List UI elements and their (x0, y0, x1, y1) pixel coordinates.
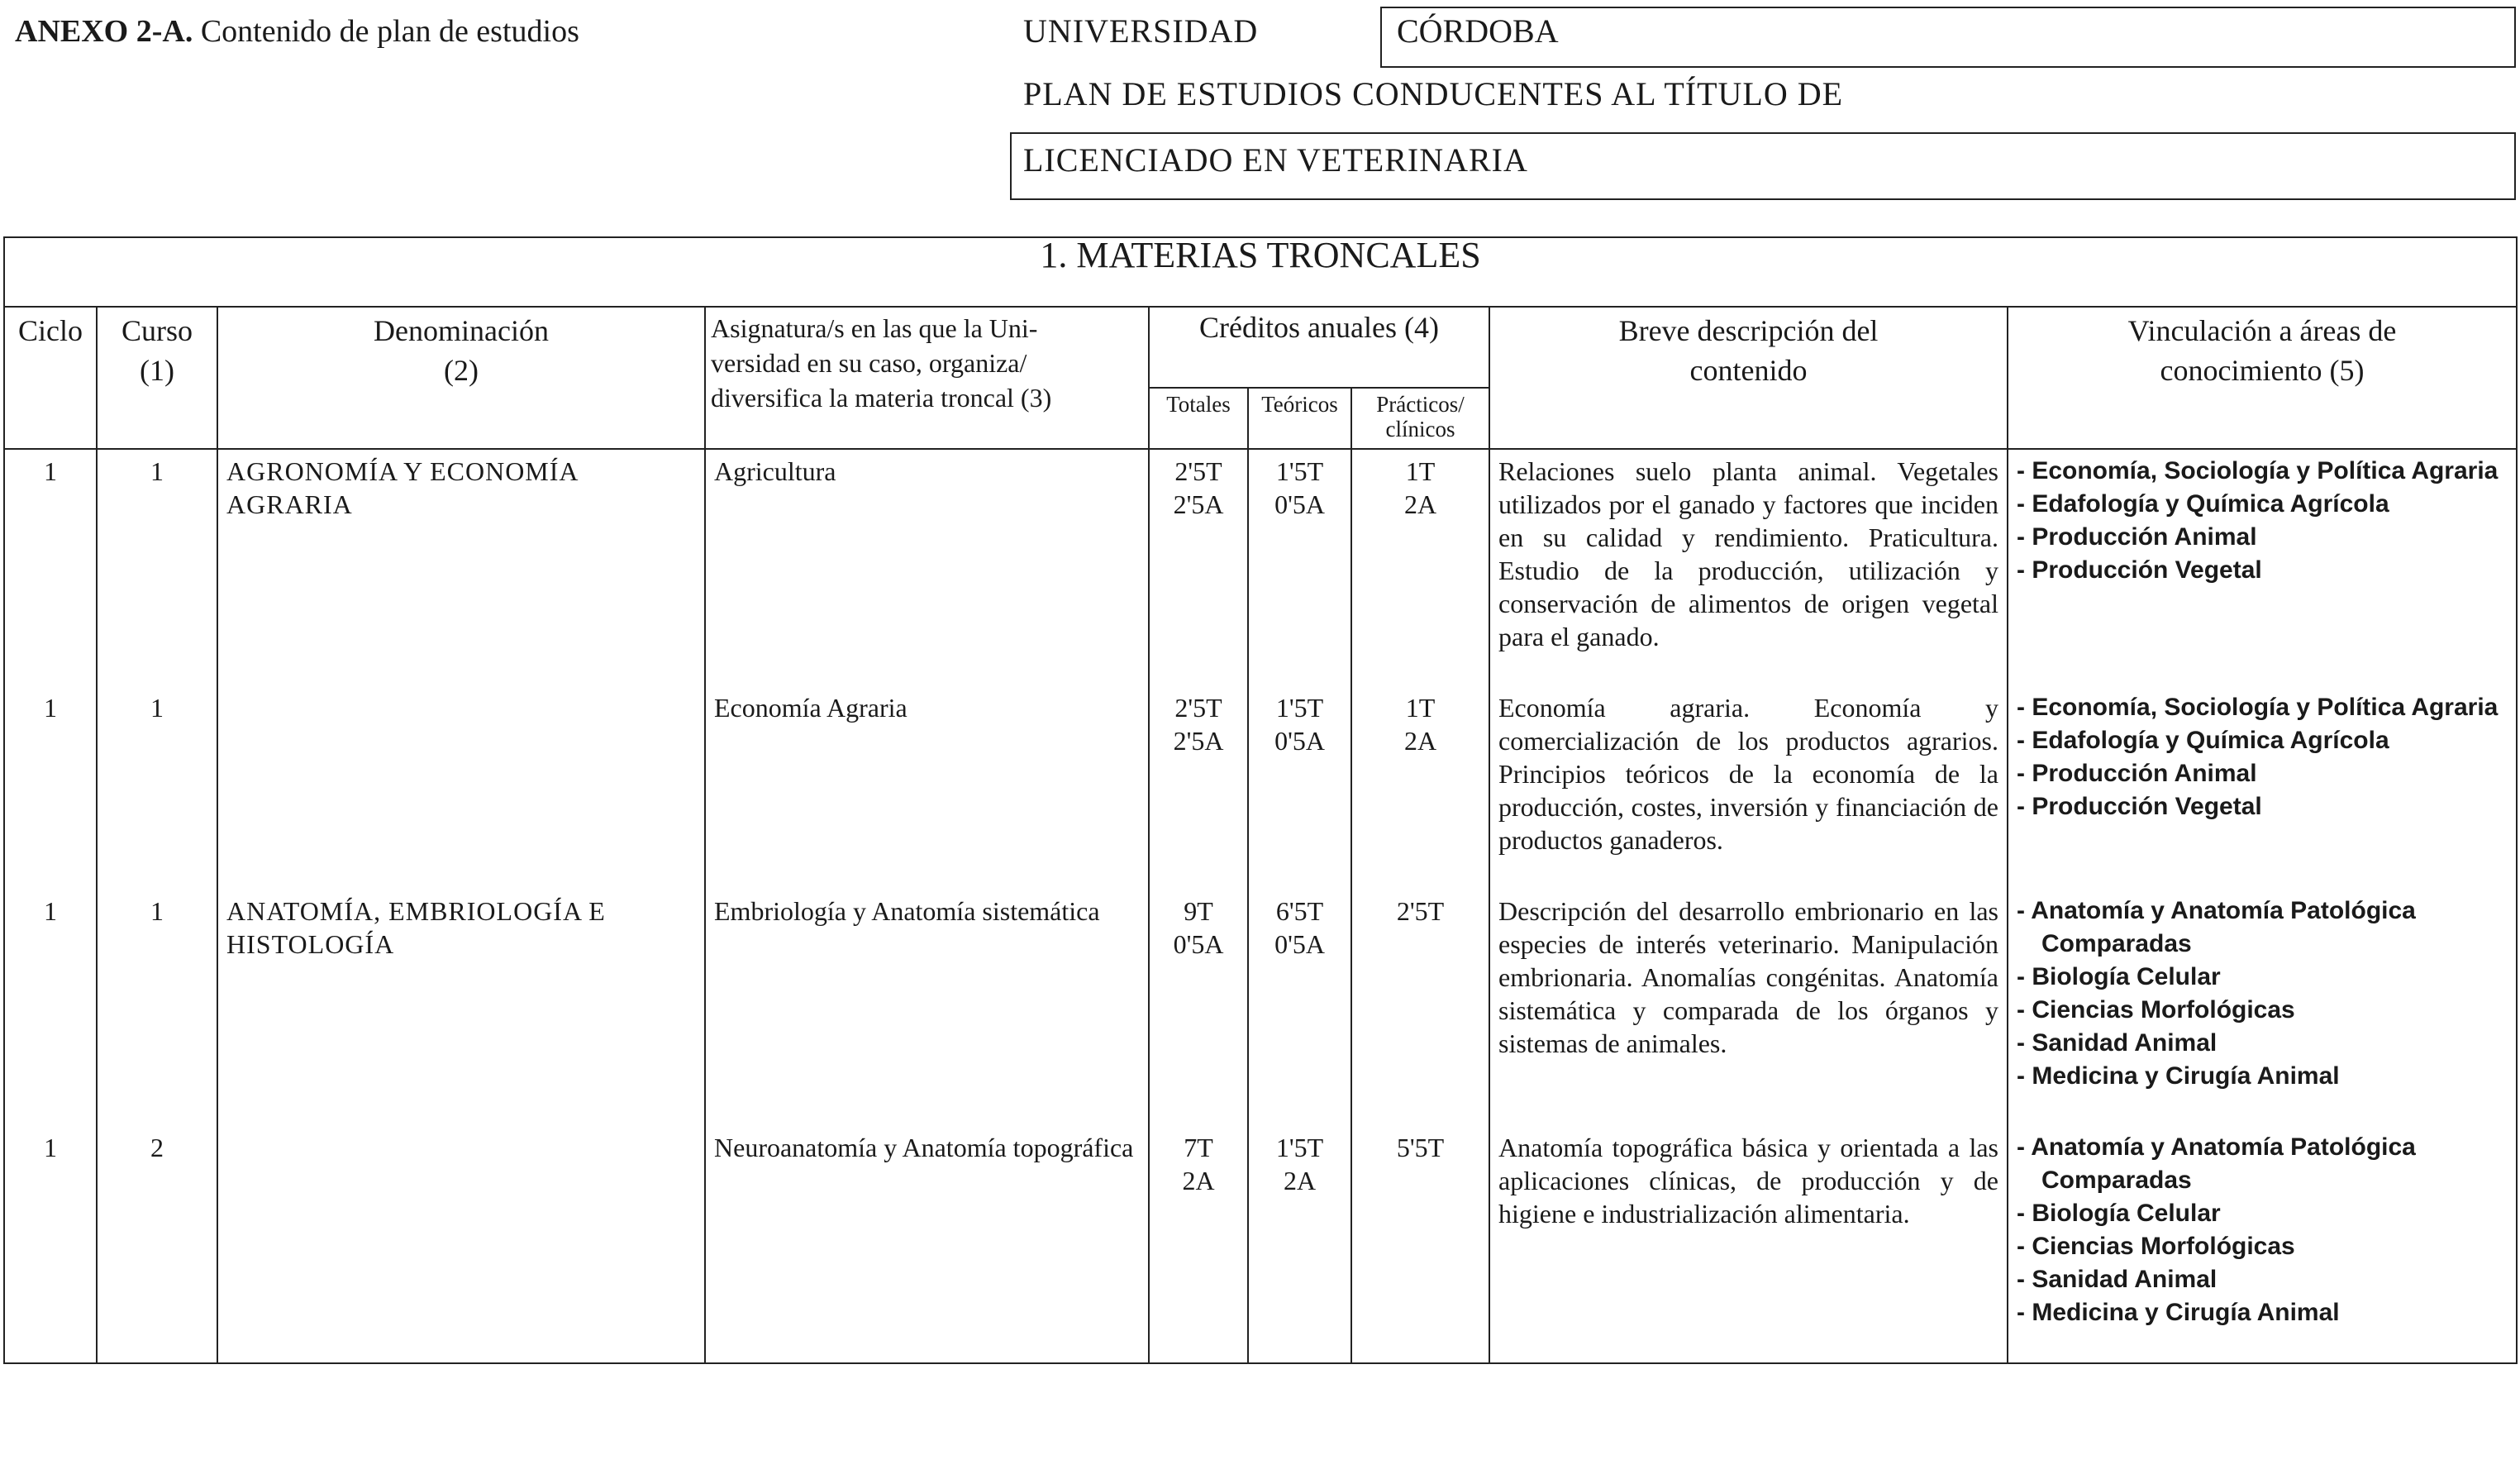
credit-value: 2A (1403, 726, 1437, 756)
cell-areas (2008, 686, 2517, 890)
col-curso: Curso (1) (97, 307, 217, 449)
cell-teoricos (1248, 890, 1351, 1126)
credit-value: 2A (1283, 1166, 1317, 1195)
table-row (4, 449, 2517, 686)
cell-descripcion: Relaciones suelo planta animal. Vegetales utilizados por el ganado y factores que inciden en su calidad y rendimiento. Praticultura. Estudio de la producción, utilización y conservación de alimentos de origen vegetal para el ganado. (1489, 449, 2008, 686)
cell-asignatura: Neuroanatomía y Anatomía topográfica (705, 1126, 1149, 1363)
plan-title-line: PLAN DE ESTUDIOS CONDUCENTES AL TÍTULO DE (1023, 75, 1844, 112)
area-item: - Medicina y Cirugía Animal (2017, 1062, 2340, 1090)
cell-curso: 1 (97, 890, 217, 1126)
credit-value: 1T (1405, 456, 1436, 486)
cell-ciclo: 1 (4, 890, 97, 1126)
col-ciclo: Ciclo (4, 307, 97, 449)
annex-description: Contenido de plan de estudios (200, 14, 579, 49)
col-descripcion: Breve descripción del contenido (1489, 307, 2008, 449)
credit-value: 1'5T (1275, 693, 1324, 723)
cell-teoricos (1248, 449, 1351, 686)
cell-asignatura: Embriología y Anatomía sistemática (705, 890, 1149, 1126)
university-field: CÓRDOBA (1380, 7, 2516, 68)
cell-teoricos (1248, 686, 1351, 890)
degree-title-field: LICENCIADO EN VETERINARIA (1010, 132, 2516, 200)
area-item: - Medicina y Cirugía Animal (2017, 1299, 2340, 1326)
credit-value: 0'5A (1173, 929, 1224, 959)
area-item: - Ciencias Morfológicas (2017, 996, 2295, 1023)
col-asignatura: Asignatura/s en las que la Uni- versidad en su caso, organiza/ diversifica la materia troncal (3) (705, 307, 1149, 449)
cell-curso: 1 (97, 686, 217, 890)
col-denominacion: Denominación (2) (217, 307, 705, 449)
table-row (4, 890, 2517, 1126)
cell-curso: 1 (97, 449, 217, 686)
credit-value: 1'5T (1275, 1133, 1324, 1162)
cell-asignatura: Economía Agraria (705, 686, 1149, 890)
credit-value: 0'5A (1274, 929, 1325, 959)
table-row (4, 686, 2517, 890)
credit-value: 0'5A (1274, 726, 1325, 756)
table-row (4, 1126, 2517, 1363)
credit-value: 5'5T (1396, 1133, 1445, 1162)
area-item: - Biología Celular (2017, 1200, 2221, 1227)
cell-practicos (1351, 1126, 1489, 1363)
col-creditos: Créditos anuales (4) (1149, 307, 1489, 388)
cell-ciclo: 1 (4, 686, 97, 890)
cell-practicos (1351, 890, 1489, 1126)
cell-ciclo: 1 (4, 1126, 97, 1363)
cell-denominacion: AGRONOMÍA Y ECONOMÍA AGRARIA (217, 449, 705, 686)
area-item: - Ciencias Morfológicas (2017, 1233, 2295, 1260)
curriculum-table (3, 236, 2518, 1364)
area-item: - Edafología y Química Agrícola (2017, 490, 2389, 518)
cell-totales (1149, 449, 1248, 686)
credit-value: 1'5T (1275, 456, 1324, 486)
cell-denominacion (217, 1126, 705, 1363)
credit-value: 2'5A (1173, 489, 1224, 519)
area-item: - Anatomía y Anatomía Patológica Comparadas (2017, 1133, 2416, 1194)
credit-value: 6'5T (1275, 896, 1324, 926)
cell-descripcion: Economía agraria. Economía y comercialización de los productos agrarios. Principios teóricos de la economía de la producción, costes, inversión y financiación de productos ganaderos. (1489, 686, 2008, 890)
cell-areas (2008, 1126, 2517, 1363)
cell-teoricos (1248, 1126, 1351, 1363)
cell-denominacion: ANATOMÍA, EMBRIOLOGÍA E HISTOLOGÍA (217, 890, 705, 1126)
cell-totales (1149, 686, 1248, 890)
cell-areas (2008, 890, 2517, 1126)
cell-totales (1149, 890, 1248, 1126)
cell-denominacion (217, 686, 705, 890)
credit-value: 0'5A (1274, 489, 1325, 519)
section-title: 1. MATERIAS TRONCALES (4, 237, 2517, 307)
cell-totales (1149, 1126, 1248, 1363)
area-item: - Producción Animal (2017, 760, 2257, 787)
cell-descripcion: Anatomía topográfica básica y orientada a las aplicaciones clínicas, de producción y de higiene e industrialización alimentaria. (1489, 1126, 2008, 1363)
credit-value: 7T (1184, 1133, 1213, 1162)
annex-heading (15, 13, 579, 50)
credit-value: 2A (1403, 489, 1437, 519)
credit-value: 2'5T (1174, 456, 1222, 486)
university-label: UNIVERSIDAD (1023, 12, 1259, 50)
cell-curso: 2 (97, 1126, 217, 1363)
cell-practicos (1351, 686, 1489, 890)
credit-value: 2'5T (1174, 693, 1222, 723)
cell-practicos (1351, 449, 1489, 686)
area-item: - Producción Vegetal (2017, 556, 2262, 584)
area-item: - Economía, Sociología y Política Agraria (2017, 694, 2499, 721)
col-totales: Totales (1149, 388, 1248, 449)
area-item: - Edafología y Química Agrícola (2017, 727, 2389, 754)
credit-value: 2'5A (1173, 726, 1224, 756)
area-item: - Anatomía y Anatomía Patológica Comparadas (2017, 897, 2416, 957)
cell-descripcion: Descripción del desarrollo embrionario en las especies de interés veterinario. Manipulación embrionaria. Anomalías congénitas. Anatomía sistemática y comparada de los órganos y sistemas de animales. (1489, 890, 2008, 1126)
credit-value: 2A (1182, 1166, 1215, 1195)
area-item: - Economía, Sociología y Política Agraria (2017, 457, 2499, 484)
cell-ciclo: 1 (4, 449, 97, 686)
col-teoricos: Teóricos (1248, 388, 1351, 449)
annex-label: ANEXO 2-A. (15, 14, 193, 49)
area-item: - Sanidad Animal (2017, 1029, 2218, 1057)
credit-value: 2'5T (1396, 896, 1445, 926)
cell-areas (2008, 449, 2517, 686)
cell-asignatura: Agricultura (705, 449, 1149, 686)
area-item: - Producción Animal (2017, 523, 2257, 551)
area-item: - Sanidad Animal (2017, 1266, 2218, 1293)
credit-value: 1T (1405, 693, 1436, 723)
area-item: - Biología Celular (2017, 963, 2221, 990)
col-vinculacion: Vinculación a áreas de conocimiento (5) (2008, 307, 2517, 449)
credit-value: 9T (1184, 896, 1213, 926)
col-practicos: Prácticos/ clínicos (1351, 388, 1489, 449)
area-item: - Producción Vegetal (2017, 793, 2262, 820)
